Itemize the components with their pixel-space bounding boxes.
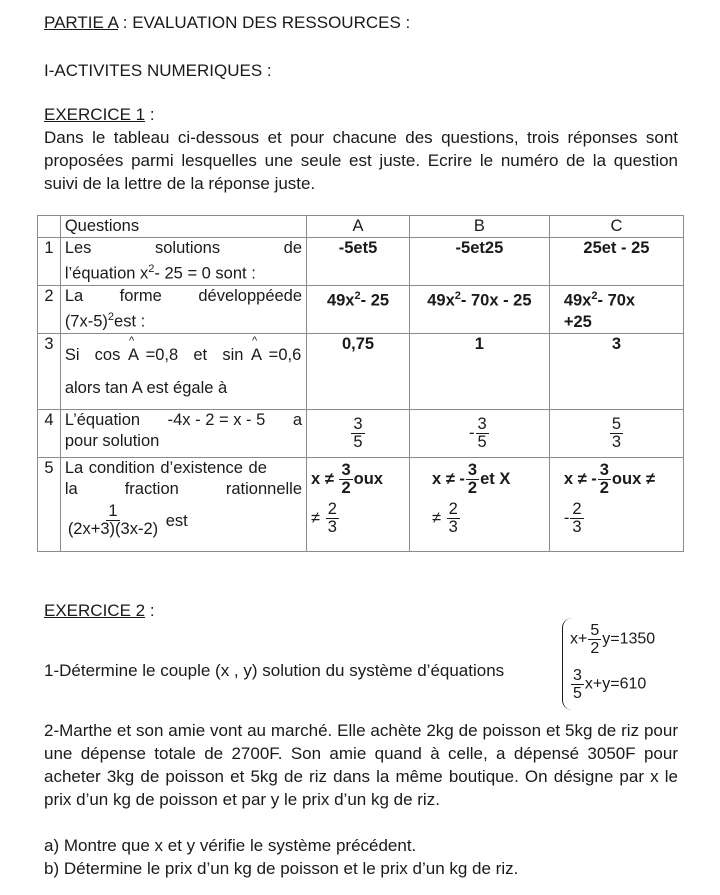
partie-rest: : EVALUATION DES RESSOURCES : — [118, 13, 411, 32]
denominator: 2 — [341, 478, 351, 497]
denominator: 5 — [353, 432, 363, 451]
exponent: 2 — [591, 290, 598, 302]
equation-system — [570, 622, 655, 702]
answer-a: 0,75 — [307, 333, 410, 409]
question-word: fraction — [124, 479, 179, 498]
question-line: alors tan A est égale à — [64, 378, 228, 397]
denominator: 3 — [448, 517, 458, 536]
exercice1-heading — [44, 104, 155, 126]
fraction — [476, 416, 489, 451]
question-word: rationnelle — [225, 479, 303, 498]
partie-label: PARTIE A — [44, 13, 119, 32]
equation-text: x+y=610 — [584, 675, 647, 693]
header-num — [38, 216, 61, 238]
header-questions: Questions — [60, 216, 306, 238]
qcm-table — [37, 215, 684, 552]
fraction — [66, 503, 160, 538]
question-line: pour solution — [64, 431, 160, 450]
header-c: C — [549, 216, 683, 238]
table-row — [38, 286, 684, 334]
answer-b — [409, 409, 549, 457]
question-word: La — [64, 287, 84, 305]
question-text: l’équation x — [64, 264, 149, 283]
question-line — [65, 259, 302, 285]
numerator: 5 — [611, 414, 621, 433]
numerator: 2 — [327, 499, 337, 518]
table-row — [38, 333, 684, 409]
denominator: 2 — [599, 478, 609, 497]
numerator: 3 — [573, 667, 582, 684]
question-cell — [60, 286, 306, 334]
question-line — [65, 410, 302, 431]
answer-a — [307, 409, 410, 457]
question-word: L’équation — [64, 410, 141, 429]
numerator: 3 — [477, 414, 487, 433]
row-number: 2 — [38, 286, 61, 334]
answer-c: 3 — [549, 333, 683, 409]
question-word: sin — [222, 345, 244, 364]
denominator: 2 — [590, 640, 600, 657]
exercice2-heading — [44, 600, 155, 622]
answer-text: ≠ — [311, 508, 325, 527]
denominator: 5 — [477, 432, 487, 451]
exercice1-title: EXERCICE 1 — [44, 105, 146, 124]
header-b: B — [409, 216, 549, 238]
question-word: cos — [94, 345, 121, 364]
answer-text: 49x — [326, 291, 355, 310]
question-word: solutions — [154, 239, 221, 257]
numerator: 5 — [590, 622, 600, 639]
answer-text: x ≠ - — [563, 469, 597, 488]
numerator: 3 — [599, 460, 609, 479]
fraction — [326, 501, 339, 536]
answer-text: - — [563, 508, 570, 527]
answer-text: oux ≠ — [611, 469, 655, 488]
question-line — [65, 286, 302, 307]
question-word: la — [64, 479, 78, 498]
fraction — [570, 501, 583, 536]
question-word: ^ A =0,6 — [251, 345, 301, 366]
denominator: 2 — [467, 478, 478, 497]
exercice2-question1: 1-Détermine le couple (x , y) solution du système d’équations — [44, 661, 505, 680]
answer-c — [549, 409, 683, 457]
question-text: est — [165, 511, 188, 530]
exercice2-question-b: b) Détermine le prix d’un kg de poisson et le prix d’un kg de riz. — [44, 859, 519, 878]
fraction — [588, 622, 601, 657]
numerator: 2 — [448, 499, 458, 518]
question-line: La condition d’existence de — [64, 458, 267, 477]
fraction — [466, 462, 479, 497]
answer-b: -5et25 — [409, 238, 549, 286]
question-word: forme — [119, 287, 162, 305]
exponent: 2 — [354, 290, 361, 302]
answer-text: - 25 — [360, 291, 390, 310]
numerator: 3 — [467, 460, 478, 479]
question-cell — [60, 238, 306, 286]
answer-text: 49x — [427, 291, 455, 310]
question-word: -4x - 2 = x - 5 — [167, 410, 266, 429]
question-word: et — [193, 345, 208, 364]
question-line — [65, 307, 302, 333]
row-number: 3 — [38, 333, 61, 409]
equation-1 — [570, 622, 655, 657]
question-cell — [60, 457, 306, 551]
question-text: est : — [114, 312, 146, 331]
question-word: ^ A =0,8 — [128, 345, 178, 366]
question-word: Si — [64, 345, 80, 364]
denominator: 3 — [572, 517, 582, 536]
answer-c — [549, 286, 683, 334]
equation-2 — [570, 667, 655, 702]
equation-text: y=1350 — [602, 630, 656, 648]
exercice1-colon: : — [145, 105, 155, 124]
section-heading: I-ACTIVITES NUMERIQUES : — [44, 61, 272, 80]
exercice2-title: EXERCICE 2 — [44, 601, 146, 620]
question-cell — [60, 333, 306, 409]
exercice2-question2: 2-Marthe et son amie vont au marché. Elle achète 2kg de poisson et 5kg de riz pour une dépense totale de 2700F. Son amie quand à celle, a dépensé 3050F pour acheter 3kg de poisson et 5kg de riz dans la même boutique. On désigne par x le prix d’un kg de poisson et par y le prix d’un kg de riz. — [44, 721, 678, 809]
exponent: 2 — [107, 311, 115, 323]
table-row — [38, 457, 684, 551]
answer-text: 49x — [563, 291, 592, 310]
fraction — [598, 462, 611, 497]
row-number: 1 — [38, 238, 61, 286]
denominator: (2x+3)(3x-2) — [67, 519, 159, 538]
question-text: (7x-5) — [64, 312, 108, 331]
exponent: 2 — [148, 263, 155, 275]
answer-text: - 70x — [597, 291, 636, 310]
question-word: de — [283, 239, 303, 257]
denominator: 3 — [611, 432, 621, 451]
numerator: 2 — [572, 499, 582, 518]
question-line — [65, 503, 302, 538]
fraction — [571, 667, 584, 702]
question-word: Les — [64, 239, 92, 257]
sign: - — [469, 423, 475, 442]
answer-c — [549, 457, 683, 551]
answer-c: 25et - 25 — [549, 238, 683, 286]
answer-b — [409, 457, 549, 551]
exponent: 2 — [454, 290, 461, 302]
partie-heading — [44, 12, 410, 34]
answer-text: oux — [353, 469, 383, 488]
denominator: 3 — [327, 517, 337, 536]
question-word: développéede — [198, 287, 303, 305]
numerator: 1 — [108, 501, 118, 520]
answer-a: -5et5 — [307, 238, 410, 286]
answer-a — [307, 457, 410, 551]
answer-text: et X — [480, 469, 511, 488]
fraction — [351, 416, 364, 451]
exercice2-colon: : — [145, 601, 155, 620]
answer-b — [409, 286, 549, 334]
table-row — [38, 409, 684, 457]
header-a: A — [307, 216, 410, 238]
exercice1-instructions: Dans le tableau ci-dessous et pour chacune des questions, trois réponses sont proposées parmi lesquelles une seule est juste. Ecrire le numéro de la question suivi de la lettre de la réponse juste. — [44, 128, 678, 193]
row-number: 4 — [38, 409, 61, 457]
fraction — [447, 501, 460, 536]
answer-text: +25 — [563, 312, 592, 331]
question-line — [65, 479, 302, 500]
numerator: 3 — [353, 414, 363, 433]
fraction — [610, 416, 623, 451]
question-line — [65, 238, 302, 259]
answer-b: 1 — [409, 333, 549, 409]
table-row — [38, 238, 684, 286]
question-line — [65, 345, 302, 366]
equation-text: x+ — [570, 630, 588, 648]
answer-text: x ≠ — [311, 469, 339, 488]
answer-text: - 70x - 25 — [460, 291, 532, 310]
answer-a — [307, 286, 410, 334]
answer-text: x ≠ - — [431, 469, 465, 488]
row-number: 5 — [38, 457, 61, 551]
fraction — [339, 462, 352, 497]
denominator: 5 — [573, 685, 582, 702]
question-cell — [60, 409, 306, 457]
answer-text: ≠ — [431, 508, 446, 527]
numerator: 3 — [341, 460, 351, 479]
question-word: a — [292, 410, 303, 429]
table-header-row — [38, 216, 684, 238]
exercice2-question-a: a) Montre que x et y vérifie le système précédent. — [44, 836, 417, 855]
question-text: - 25 = 0 sont : — [154, 264, 256, 283]
